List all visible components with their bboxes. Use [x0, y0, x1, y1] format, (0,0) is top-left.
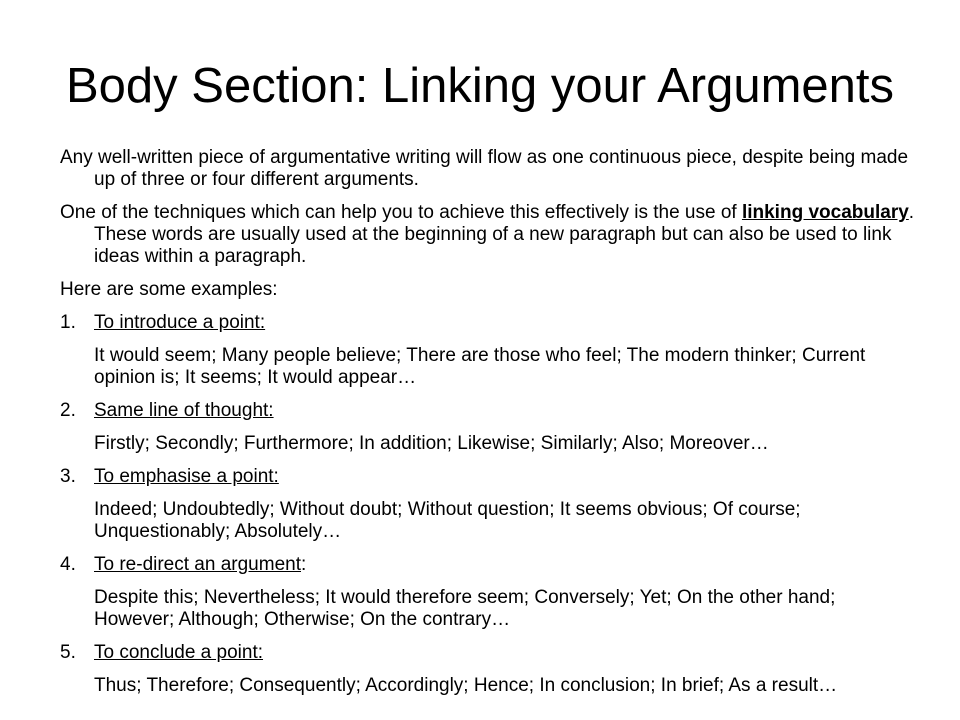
intro-paragraph-1: Any well-written piece of argumentative writing will flow as one continuous piece, despite being made up of three or four different arguments. [60, 147, 909, 190]
list-number: 2. [60, 400, 76, 421]
list-examples: Thus; Therefore; Consequently; Accordingly; Hence; In conclusion; In brief; As a result… [94, 675, 838, 696]
list-number: 1. [60, 312, 76, 333]
list-item-heading-row [60, 312, 920, 334]
intro-paragraph-3: Here are some examples: [60, 279, 278, 300]
list-examples: Firstly; Secondly; Furthermore; In addition; Likewise; Similarly; Also; Moreover… [94, 433, 769, 454]
list-item-1 [60, 312, 920, 389]
slide-body [60, 147, 920, 708]
list-examples: It would seem; Many people believe; There are those who feel; The modern thinker; Current opinion is; It seems; It would appear… [94, 345, 866, 388]
intro-paragraph-2-end: . These words are usually used at the beginning of a new paragraph but can also be used to link ideas within a paragraph. [94, 202, 915, 267]
linking-vocabulary-term: linking vocabulary [741, 202, 909, 223]
list-item-heading-row [60, 466, 920, 488]
list-item-heading-row [60, 554, 920, 576]
intro-paragraph-2-start: One of the techniques which can help you to achieve this effectively is the use of [60, 202, 742, 223]
list-heading-text: To re-direct an argument [94, 554, 301, 575]
list-heading-text: To conclude a point: [94, 642, 264, 663]
list-heading-text: Same line of thought: [94, 400, 274, 421]
list-item-2 [60, 400, 920, 455]
list-heading-text: To introduce a point: [94, 312, 266, 333]
list-heading [94, 400, 274, 422]
list-item-4 [60, 554, 920, 631]
list-heading [94, 642, 263, 664]
list-item-3 [60, 466, 920, 543]
intro-paragraph-2 [60, 202, 920, 268]
list-heading-text: To emphasise a point: [94, 466, 279, 487]
list-examples: Despite this; Nevertheless; It would therefore seem; Conversely; Yet; On the other hand; However; Although; Otherwise; On the contrary… [94, 587, 836, 630]
list-number: 3. [60, 466, 76, 487]
list-item-heading-row [60, 400, 920, 422]
list-heading [94, 554, 306, 576]
list-item-heading-row [60, 642, 920, 664]
list-examples: Indeed; Undoubtedly; Without doubt; Without question; It seems obvious; Of course; Unquestionably; Absolutely… [94, 499, 801, 542]
list-heading [94, 466, 279, 488]
list-heading [94, 312, 265, 334]
list-number: 5. [60, 642, 76, 663]
list-heading-suffix: : [301, 554, 307, 575]
list-item-5 [60, 642, 920, 697]
slide-title: Body Section: Linking your Arguments [65, 59, 895, 113]
list-number: 4. [60, 554, 76, 575]
